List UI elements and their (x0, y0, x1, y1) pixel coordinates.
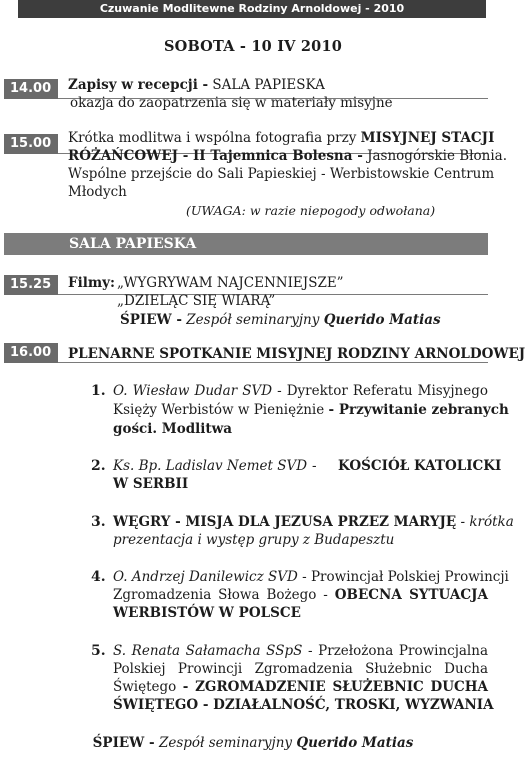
item-5-line-1: S. Renata Sałamacha SSpS - Przełożona Prowincjalna (113, 643, 488, 659)
film-title-2: „DZIELĄC SIĘ WIARĄ” (117, 293, 276, 309)
event-1500-line-2: RÓŻAŃCOWEJ - II Tajemnica Bolesna - Jasnogórskie Błonia. (68, 148, 508, 164)
time-badge-1600: 16.00 (4, 343, 58, 363)
header-bar (18, 0, 486, 18)
film-title-1: „WYGRYWAM NAJCENNIEJSZE” (117, 275, 344, 291)
time-badge-1500: 15.00 (4, 134, 58, 154)
day-title: SOBOTA - 10 IV 2010 (163, 38, 343, 55)
item-4-line-3: WERBISTÓW W POLSCE (113, 605, 301, 621)
header-title: Czuwanie Modlitewne Rodziny Arnoldowej - 2010 (99, 2, 405, 15)
film-spiew-line: ŚPIEW - Zespół seminaryjny Querido Matias (120, 312, 441, 328)
event-1500-line-3: Wspólne przejście do Sali Papieskiej - Werbistowskie Centrum (68, 166, 495, 182)
item-1-line-1: O. Wiesław Dudar SVD - Dyrektor Referatu Misyjnego (113, 383, 489, 399)
item-2-number: 2. (91, 458, 106, 474)
time-badge-1525: 15.25 (4, 275, 58, 295)
item-3-line-1: WĘGRY - MISJA DLA JEZUSA PRZEZ MARYJĘ - krótka (113, 514, 514, 530)
item-1-number: 1. (91, 383, 106, 399)
films-label: Filmy: (68, 275, 115, 291)
event-1600-title: PLENARNE SPOTKANIE MISYJNEJ RODZINY ARNOLDOWEJ (68, 346, 525, 362)
event-1500-line-4: Młodych (68, 184, 127, 200)
item-2-title-1: KOŚCIÓŁ KATOLICKI (338, 458, 502, 474)
item-4-line-1: O. Andrzej Danilewicz SVD - Prowincjał Polskiej Prowincji (113, 569, 509, 585)
item-2-author: Ks. Bp. Ladislav Nemet SVD (113, 458, 308, 474)
item-1-line-3: gości. Modlitwa (113, 421, 233, 437)
item-3-line-2: prezentacja i występ grupy z Budapesztu (113, 532, 395, 548)
section-bar (4, 233, 488, 255)
item-4-number: 4. (91, 569, 106, 585)
event-1500-line-1: Krótka modlitwa i wspólna fotografia przy MISYJNEJ STACJI (68, 130, 495, 146)
item-3-number: 3. (91, 514, 106, 530)
item-2-dash: - (312, 458, 317, 474)
event-1400-line-1: Zapisy w recepcji - SALA PAPIESKA (68, 77, 325, 93)
item-1-line-2: Księży Werbistów w Pieniężnie - Przywitanie zebranych (113, 402, 509, 418)
event-1500-note: (UWAGA: w razie niepogody odwołana) (186, 203, 436, 218)
item-2-title-2: W SERBII (113, 476, 189, 492)
item-5-line-3: Świętego - ZGROMADZENIE SŁUŻEBNIC DUCHA (113, 679, 489, 695)
item-5-number: 5. (91, 643, 106, 659)
item-4-line-2: Zgromadzenia Słowa Bożego - OBECNA SYTUACJA (113, 587, 488, 603)
item-5-line-2: Polskiej Prowincji Zgromadzenia Służebnic Ducha (113, 661, 488, 677)
item-5-line-4: ŚWIĘTEGO - DZIAŁALNOŚĆ, TROSKI, WYZWANIA (113, 697, 494, 713)
time-badge-1400: 14.00 (4, 79, 58, 99)
section-title: SALA PAPIESKA (69, 236, 197, 252)
closing-spiew-line: ŚPIEW - Zespół seminaryjny Querido Matias (92, 735, 414, 751)
event-1400-line-2: okazja do zaopatrzenia się w materiały misyjne (70, 95, 393, 111)
